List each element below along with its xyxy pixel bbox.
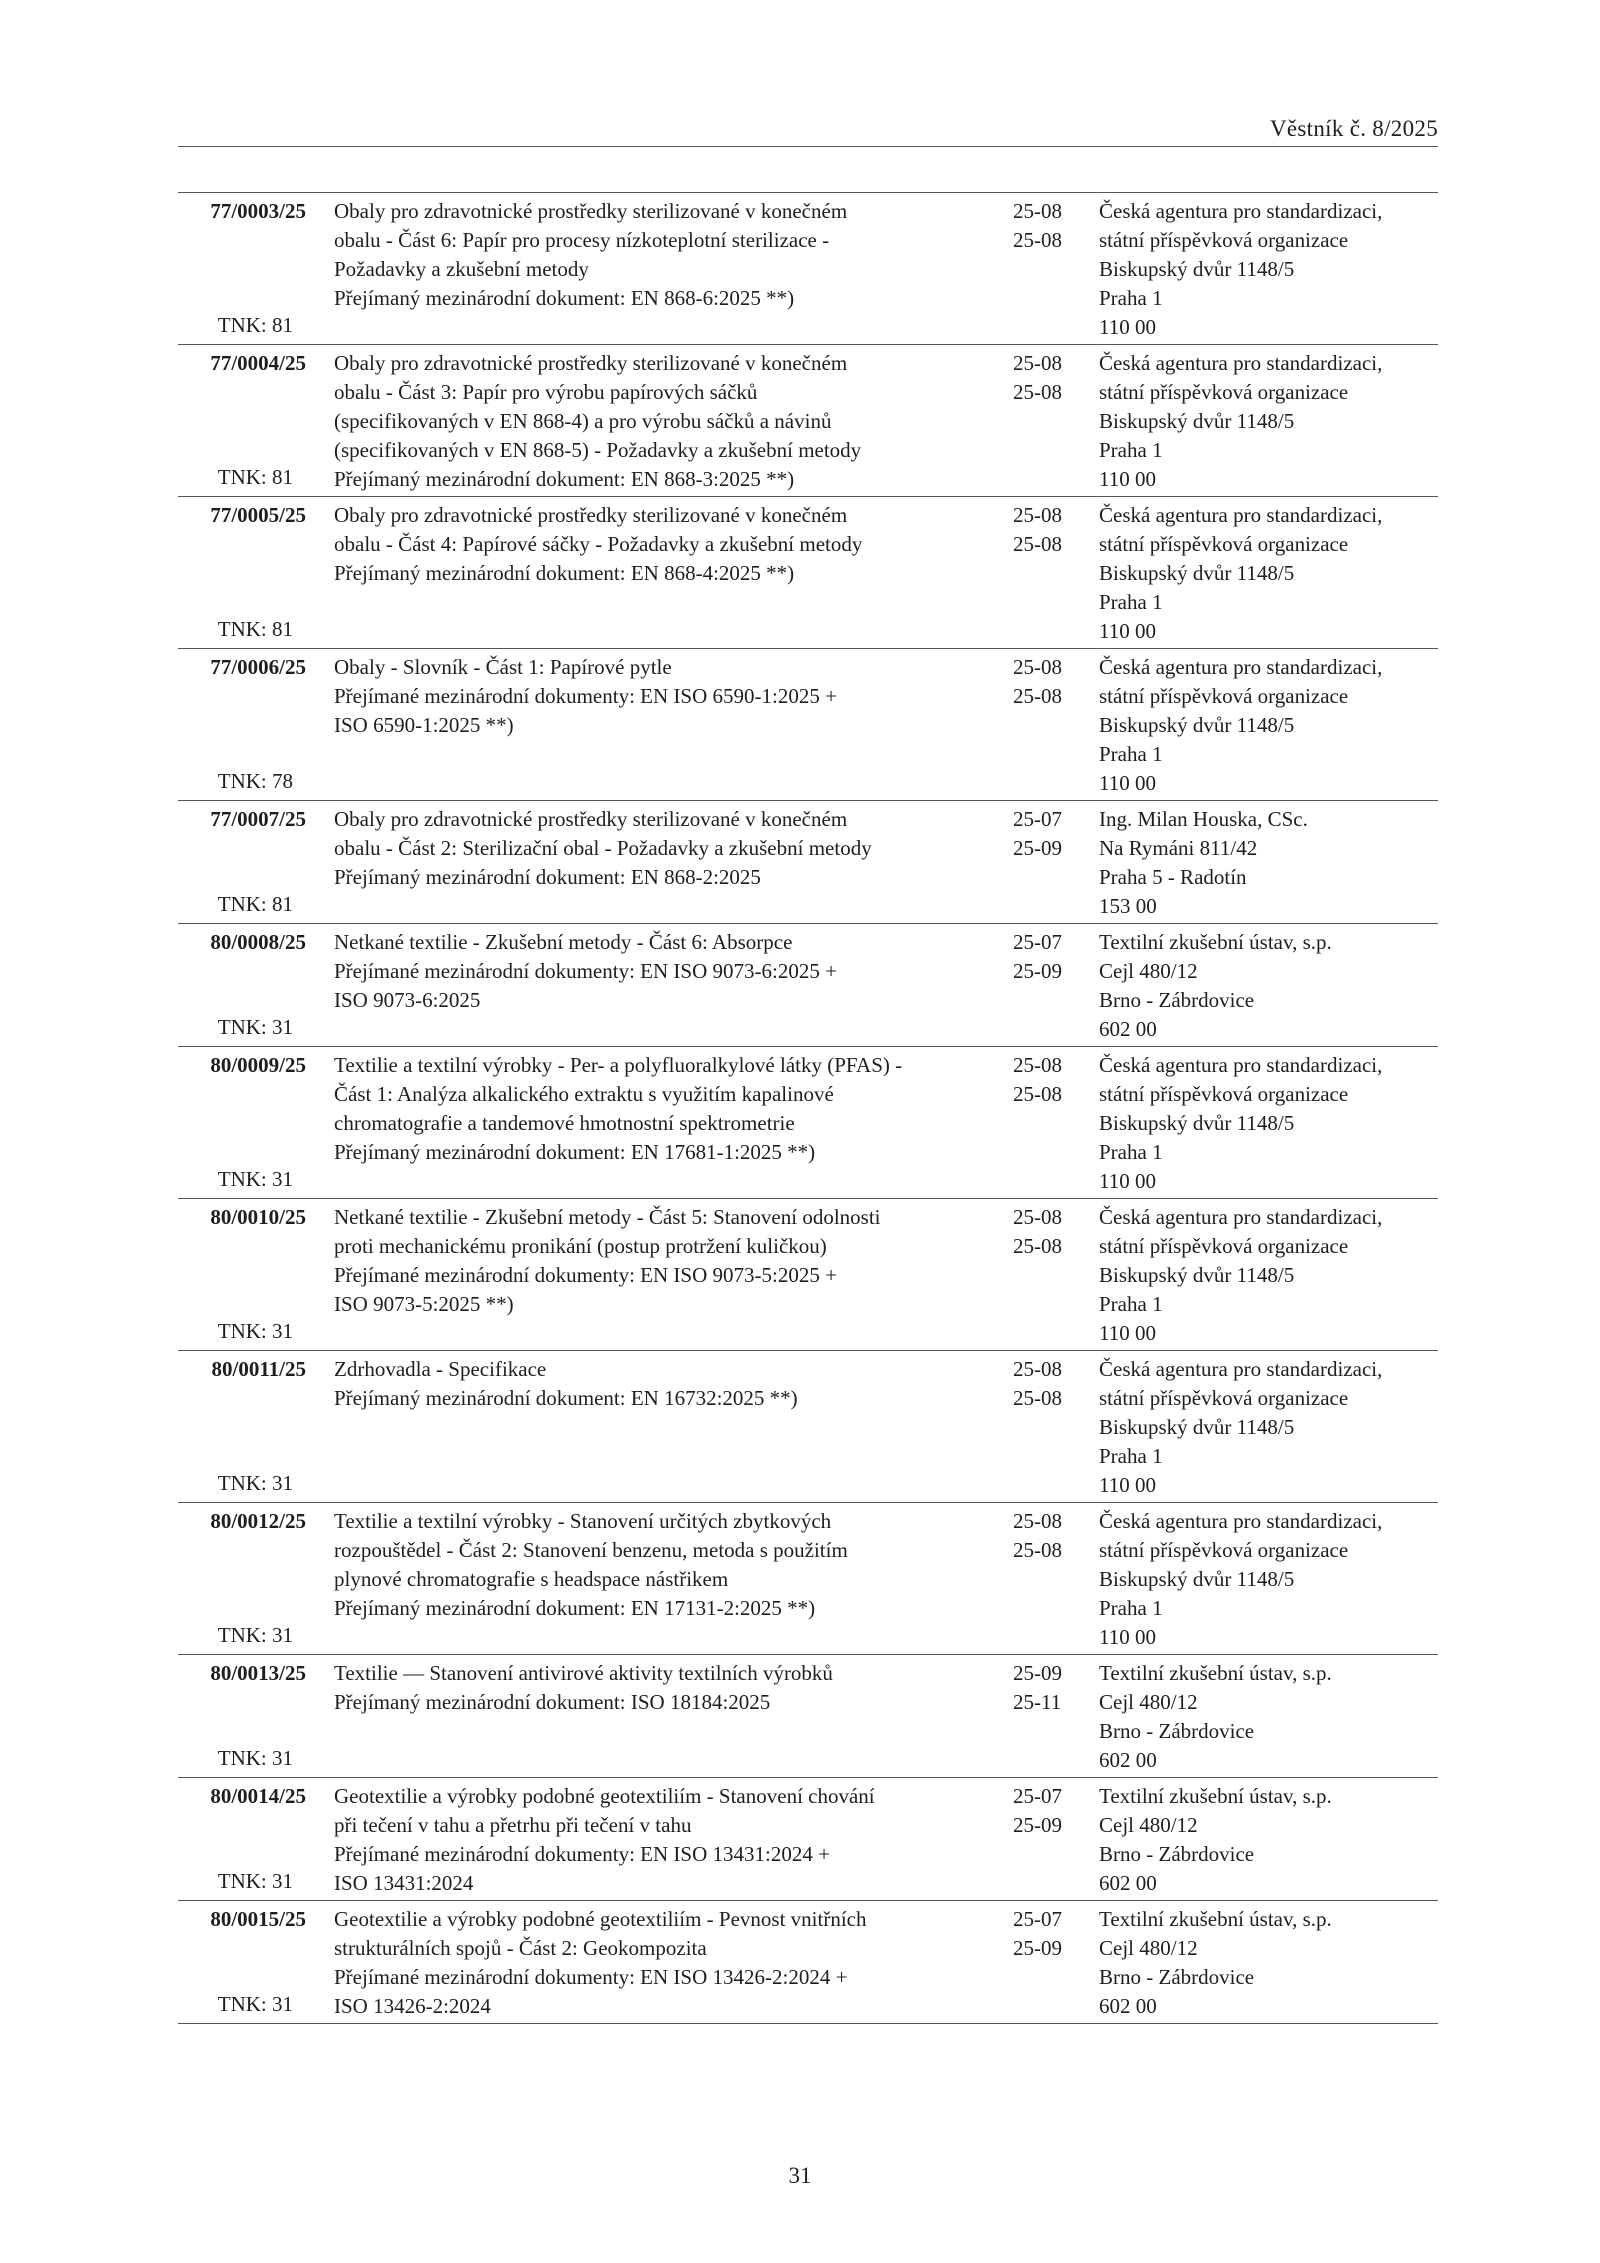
entry-date: 25-08 bbox=[1013, 1538, 1062, 1562]
entry-title bbox=[334, 501, 974, 588]
entry-tnk: TNK: 31 bbox=[217, 1471, 293, 1495]
list-item bbox=[178, 193, 1438, 345]
entry-date: 25-07 bbox=[1013, 930, 1062, 954]
entry-address-line: státní příspěvková organizace bbox=[1099, 1538, 1349, 1562]
entry-title-line: (specifikovaných v EN 868-4) a pro výrobu sáčků a návinů bbox=[334, 409, 832, 433]
entry-address-line: Biskupský dvůr 1148/5 bbox=[1099, 1567, 1295, 1591]
entry-title-line: Část 1: Analýza alkalického extraktu s využitím kapalinové bbox=[334, 1082, 834, 1106]
entry-dates bbox=[1013, 928, 1088, 986]
entry-address-line: státní příspěvková organizace bbox=[1099, 684, 1349, 708]
entry-tnk: TNK: 81 bbox=[217, 465, 293, 489]
entry-number: 80/0011/25 bbox=[211, 1357, 306, 1381]
entry-address-line: 110 00 bbox=[1099, 315, 1156, 339]
entry-address-line: 602 00 bbox=[1099, 1748, 1157, 1772]
entry-title bbox=[334, 1051, 974, 1167]
entry-date: 25-07 bbox=[1013, 1784, 1062, 1808]
entry-title-line: Obaly pro zdravotnické prostředky sterilizované v konečném bbox=[334, 351, 848, 375]
entry-dates bbox=[1013, 197, 1088, 255]
entry-dates bbox=[1013, 349, 1088, 407]
entry-number: 80/0010/25 bbox=[210, 1205, 306, 1229]
entry-date: 25-08 bbox=[1013, 1357, 1062, 1381]
entry-title-line: ISO 6590-1:2025 **) bbox=[334, 713, 514, 737]
entry-dates bbox=[1013, 1355, 1088, 1413]
entry-address-line: Biskupský dvůr 1148/5 bbox=[1099, 1111, 1295, 1135]
entry-title-line: Přejímaný mezinárodní dokument: EN 17681-1:2025 **) bbox=[334, 1140, 816, 1164]
entry-tnk: TNK: 31 bbox=[217, 1167, 293, 1191]
entry-address-line: 602 00 bbox=[1099, 1994, 1157, 2018]
journal-title: Věstník č. 8/2025 bbox=[1270, 116, 1438, 141]
entry-title-line: Přejímaný mezinárodní dokument: EN 868-2:2025 bbox=[334, 865, 761, 889]
entry-address-line: 110 00 bbox=[1099, 619, 1156, 643]
entry-date: 25-08 bbox=[1013, 532, 1062, 556]
entry-title-line: chromatografie a tandemové hmotnostní spektrometrie bbox=[334, 1111, 795, 1135]
entry-date: 25-08 bbox=[1013, 1205, 1062, 1229]
entry-address-line: Cejl 480/12 bbox=[1099, 1813, 1198, 1837]
list-item bbox=[178, 924, 1438, 1047]
entry-dates bbox=[1013, 1203, 1088, 1261]
entry-address bbox=[1099, 1203, 1439, 1348]
entry-address-line: Textilní zkušební ústav, s.p. bbox=[1099, 1784, 1332, 1808]
entry-title-line: (specifikovaných v EN 868-5) - Požadavky a zkušební metody bbox=[334, 438, 862, 462]
entry-title-line: obalu - Část 4: Papírové sáčky - Požadavky a zkušební metody bbox=[334, 532, 863, 556]
entry-date: 25-11 bbox=[1013, 1690, 1062, 1714]
entry-address-line: Textilní zkušební ústav, s.p. bbox=[1099, 930, 1332, 954]
standards-list bbox=[178, 192, 1438, 2024]
entry-address-line: Praha 1 bbox=[1099, 1596, 1163, 1620]
entry-date: 25-08 bbox=[1013, 1082, 1062, 1106]
entry-tnk: TNK: 81 bbox=[217, 892, 293, 916]
entry-title-line: Netkané textilie - Zkušební metody - Část 5: Stanovení odolnosti bbox=[334, 1205, 881, 1229]
entry-title-line: Textilie a textilní výrobky - Per- a polyfluoralkylové látky (PFAS) - bbox=[334, 1053, 903, 1077]
entry-title-line: ISO 13431:2024 bbox=[334, 1871, 474, 1895]
entry-title-line: Netkané textilie - Zkušební metody - Část 6: Absorpce bbox=[334, 930, 793, 954]
entry-tnk: TNK: 31 bbox=[217, 1319, 293, 1343]
entry-title-line: Přejímaný mezinárodní dokument: ISO 18184:2025 bbox=[334, 1690, 771, 1714]
entry-date: 25-08 bbox=[1013, 503, 1062, 527]
entry-address bbox=[1099, 928, 1439, 1044]
entry-title-line: ISO 9073-5:2025 **) bbox=[334, 1292, 514, 1316]
entry-title-line: při tečení v tahu a přetrhu při tečení v tahu bbox=[334, 1813, 692, 1837]
entry-title bbox=[334, 653, 974, 740]
entry-title-line: Obaly pro zdravotnické prostředky sterilizované v konečném bbox=[334, 503, 848, 527]
entry-address-line: 110 00 bbox=[1099, 1625, 1156, 1649]
list-item bbox=[178, 1901, 1438, 2024]
entry-address-line: 110 00 bbox=[1099, 467, 1156, 491]
entry-date: 25-09 bbox=[1013, 1936, 1062, 1960]
list-item bbox=[178, 345, 1438, 497]
entry-date: 25-08 bbox=[1013, 1053, 1062, 1077]
entry-address-line: Praha 1 bbox=[1099, 1444, 1163, 1468]
entry-address-line: Biskupský dvůr 1148/5 bbox=[1099, 1415, 1295, 1439]
entry-address-line: Brno - Zábrdovice bbox=[1099, 1719, 1255, 1743]
entry-address bbox=[1099, 501, 1439, 646]
entry-dates bbox=[1013, 1051, 1088, 1109]
entry-dates bbox=[1013, 501, 1088, 559]
entry-title bbox=[334, 197, 974, 313]
entry-date: 25-08 bbox=[1013, 1509, 1062, 1533]
entry-date: 25-09 bbox=[1013, 1813, 1062, 1837]
entry-date: 25-07 bbox=[1013, 807, 1062, 831]
entry-address-line: Česká agentura pro standardizaci, bbox=[1099, 199, 1383, 223]
entry-address-line: Ing. Milan Houska, CSc. bbox=[1099, 807, 1308, 831]
entry-dates bbox=[1013, 1782, 1088, 1840]
entry-number: 80/0008/25 bbox=[210, 930, 306, 954]
entry-address-line: státní příspěvková organizace bbox=[1099, 228, 1349, 252]
list-item bbox=[178, 497, 1438, 649]
entry-number: 77/0005/25 bbox=[210, 503, 306, 527]
entry-address bbox=[1099, 1507, 1439, 1652]
entry-address-line: Na Rymáni 811/42 bbox=[1099, 836, 1258, 860]
entry-address-line: Biskupský dvůr 1148/5 bbox=[1099, 1263, 1295, 1287]
entry-address-line: Česká agentura pro standardizaci, bbox=[1099, 655, 1383, 679]
entry-tnk: TNK: 78 bbox=[217, 769, 293, 793]
entry-address bbox=[1099, 1051, 1439, 1196]
list-item bbox=[178, 801, 1438, 924]
entry-address-line: Česká agentura pro standardizaci, bbox=[1099, 503, 1383, 527]
entry-title-line: Textilie — Stanovení antivirové aktivity textilních výrobků bbox=[334, 1661, 833, 1685]
entry-title bbox=[334, 1203, 974, 1319]
entry-title-line: Přejímaný mezinárodní dokument: EN 17131-2:2025 **) bbox=[334, 1596, 816, 1620]
entry-address-line: Brno - Zábrdovice bbox=[1099, 988, 1255, 1012]
entry-address-line: Praha 1 bbox=[1099, 286, 1163, 310]
entry-title-line: Geotextilie a výrobky podobné geotextiliím - Pevnost vnitřních bbox=[334, 1907, 867, 1931]
entry-dates bbox=[1013, 1507, 1088, 1565]
entry-date: 25-09 bbox=[1013, 836, 1062, 860]
entry-number: 77/0007/25 bbox=[210, 807, 306, 831]
entry-number: 80/0015/25 bbox=[210, 1907, 306, 1931]
entry-number: 77/0004/25 bbox=[210, 351, 306, 375]
entry-address-line: Praha 1 bbox=[1099, 1140, 1163, 1164]
entry-title-line: Zdrhovadla - Specifikace bbox=[334, 1357, 547, 1381]
entry-address-line: Česká agentura pro standardizaci, bbox=[1099, 1509, 1383, 1533]
entry-address-line: Praha 1 bbox=[1099, 438, 1163, 462]
list-item bbox=[178, 1199, 1438, 1351]
entry-title bbox=[334, 1355, 974, 1413]
entry-title-line: Přejímané mezinárodní dokumenty: EN ISO 9073-5:2025 + bbox=[334, 1263, 837, 1287]
entry-address bbox=[1099, 805, 1439, 921]
entry-number: 80/0013/25 bbox=[210, 1661, 306, 1685]
entry-address-line: Biskupský dvůr 1148/5 bbox=[1099, 409, 1295, 433]
entry-title-line: obalu - Část 3: Papír pro výrobu papírových sáčků bbox=[334, 380, 758, 404]
entry-address bbox=[1099, 653, 1439, 798]
entry-title-line: Obaly - Slovník - Část 1: Papírové pytle bbox=[334, 655, 672, 679]
entry-tnk: TNK: 31 bbox=[217, 1015, 293, 1039]
entry-address-line: státní příspěvková organizace bbox=[1099, 1082, 1349, 1106]
entry-address-line: 110 00 bbox=[1099, 1473, 1156, 1497]
entry-address-line: Praha 5 - Radotín bbox=[1099, 865, 1247, 889]
entry-date: 25-08 bbox=[1013, 1234, 1062, 1258]
entry-address-line: Česká agentura pro standardizaci, bbox=[1099, 1053, 1383, 1077]
entry-address-line: 110 00 bbox=[1099, 1321, 1156, 1345]
entry-address-line: státní příspěvková organizace bbox=[1099, 532, 1349, 556]
entry-title-line: proti mechanickému pronikání (postup protržení kuličkou) bbox=[334, 1234, 827, 1258]
entry-address-line: Cejl 480/12 bbox=[1099, 1690, 1198, 1714]
entry-title-line: Přejímané mezinárodní dokumenty: EN ISO 13426-2:2024 + bbox=[334, 1965, 848, 1989]
entry-number: 77/0003/25 bbox=[210, 199, 306, 223]
entry-title bbox=[334, 1659, 974, 1717]
entry-title-line: Přejímaný mezinárodní dokument: EN 868-6:2025 **) bbox=[334, 286, 795, 310]
entry-title-line: plynové chromatografie s headspace nástřikem bbox=[334, 1567, 729, 1591]
entry-date: 25-08 bbox=[1013, 380, 1062, 404]
entry-address-line: Česká agentura pro standardizaci, bbox=[1099, 1357, 1383, 1381]
entry-address bbox=[1099, 197, 1439, 342]
entry-address-line: 110 00 bbox=[1099, 771, 1156, 795]
entry-address-line: 602 00 bbox=[1099, 1871, 1157, 1895]
entry-dates bbox=[1013, 1905, 1088, 1963]
entry-tnk: TNK: 31 bbox=[217, 1623, 293, 1647]
entry-address bbox=[1099, 1782, 1439, 1898]
list-item bbox=[178, 1655, 1438, 1778]
entry-address-line: státní příspěvková organizace bbox=[1099, 380, 1349, 404]
entry-address-line: Textilní zkušební ústav, s.p. bbox=[1099, 1661, 1332, 1685]
list-item bbox=[178, 1351, 1438, 1503]
entry-number: 80/0014/25 bbox=[210, 1784, 306, 1808]
entry-date: 25-08 bbox=[1013, 655, 1062, 679]
entry-title bbox=[334, 805, 974, 892]
entry-title-line: obalu - Část 6: Papír pro procesy nízkoteplotní sterilizace - bbox=[334, 228, 830, 252]
entry-title-line: rozpouštědel - Část 2: Stanovení benzenu, metoda s použitím bbox=[334, 1538, 848, 1562]
entry-title-line: Obaly pro zdravotnické prostředky sterilizované v konečném bbox=[334, 807, 848, 831]
entry-address-line: státní příspěvková organizace bbox=[1099, 1234, 1349, 1258]
entry-number: 77/0006/25 bbox=[210, 655, 306, 679]
entry-date: 25-07 bbox=[1013, 1907, 1062, 1931]
entry-tnk: TNK: 31 bbox=[217, 1992, 293, 2016]
entry-address-line: Cejl 480/12 bbox=[1099, 1936, 1198, 1960]
entry-title-line: Přejímané mezinárodní dokumenty: EN ISO 9073-6:2025 + bbox=[334, 959, 837, 983]
page-header bbox=[178, 112, 1438, 147]
entry-address bbox=[1099, 1659, 1439, 1775]
entry-address-line: 153 00 bbox=[1099, 894, 1157, 918]
list-item bbox=[178, 649, 1438, 801]
entry-title bbox=[334, 928, 974, 1015]
entry-date: 25-08 bbox=[1013, 351, 1062, 375]
list-item bbox=[178, 1778, 1438, 1901]
entry-title bbox=[334, 1507, 974, 1623]
entry-address-line: Textilní zkušební ústav, s.p. bbox=[1099, 1907, 1332, 1931]
entry-address-line: Praha 1 bbox=[1099, 1292, 1163, 1316]
entry-address-line: Biskupský dvůr 1148/5 bbox=[1099, 257, 1295, 281]
entry-tnk: TNK: 81 bbox=[217, 313, 293, 337]
entry-tnk: TNK: 81 bbox=[217, 617, 293, 641]
entry-title-line: Přejímaný mezinárodní dokument: EN 868-4:2025 **) bbox=[334, 561, 795, 585]
entry-date: 25-08 bbox=[1013, 684, 1062, 708]
entry-address-line: Česká agentura pro standardizaci, bbox=[1099, 1205, 1383, 1229]
entry-address-line: státní příspěvková organizace bbox=[1099, 1386, 1349, 1410]
entry-date: 25-09 bbox=[1013, 1661, 1062, 1685]
entry-address-line: Brno - Zábrdovice bbox=[1099, 1842, 1255, 1866]
entry-tnk: TNK: 31 bbox=[217, 1869, 293, 1893]
entry-title-line: obalu - Část 2: Sterilizační obal - Požadavky a zkušební metody bbox=[334, 836, 872, 860]
entry-address-line: Brno - Zábrdovice bbox=[1099, 1965, 1255, 1989]
entry-date: 25-08 bbox=[1013, 228, 1062, 252]
entry-title-line: Přejímané mezinárodní dokumenty: EN ISO 6590-1:2025 + bbox=[334, 684, 837, 708]
entry-title bbox=[334, 1782, 974, 1898]
entry-title-line: ISO 13426-2:2024 bbox=[334, 1994, 491, 2018]
entry-address bbox=[1099, 349, 1439, 494]
entry-address-line: 110 00 bbox=[1099, 1169, 1156, 1193]
entry-number: 80/0012/25 bbox=[210, 1509, 306, 1533]
entry-title-line: Geotextilie a výrobky podobné geotextiliím - Stanovení chování bbox=[334, 1784, 875, 1808]
entry-address-line: Cejl 480/12 bbox=[1099, 959, 1198, 983]
entry-address-line: Česká agentura pro standardizaci, bbox=[1099, 351, 1383, 375]
list-item bbox=[178, 1503, 1438, 1655]
entry-address-line: Praha 1 bbox=[1099, 742, 1163, 766]
entry-tnk: TNK: 31 bbox=[217, 1746, 293, 1770]
entry-number: 80/0009/25 bbox=[210, 1053, 306, 1077]
entry-address-line: Biskupský dvůr 1148/5 bbox=[1099, 713, 1295, 737]
entry-date: 25-08 bbox=[1013, 1386, 1062, 1410]
entry-title-line: Přejímaný mezinárodní dokument: EN 868-3:2025 **) bbox=[334, 467, 795, 491]
entry-title-line: Požadavky a zkušební metody bbox=[334, 257, 589, 281]
entry-dates bbox=[1013, 653, 1088, 711]
entry-date: 25-09 bbox=[1013, 959, 1062, 983]
entry-title-line: strukturálních spojů - Část 2: Geokompozita bbox=[334, 1936, 707, 1960]
entry-address-line: Praha 1 bbox=[1099, 590, 1163, 614]
list-item bbox=[178, 1047, 1438, 1199]
entry-title-line: Přejímaný mezinárodní dokument: EN 16732:2025 **) bbox=[334, 1386, 798, 1410]
entry-address-line: 602 00 bbox=[1099, 1017, 1157, 1041]
entry-date: 25-08 bbox=[1013, 199, 1062, 223]
entry-title-line: Textilie a textilní výrobky - Stanovení určitých zbytkových bbox=[334, 1509, 832, 1533]
entry-dates bbox=[1013, 805, 1088, 863]
entry-title-line: Přejímané mezinárodní dokumenty: EN ISO 13431:2024 + bbox=[334, 1842, 830, 1866]
entry-dates bbox=[1013, 1659, 1088, 1717]
entry-address bbox=[1099, 1355, 1439, 1500]
entry-title bbox=[334, 349, 974, 494]
entry-title-line: ISO 9073-6:2025 bbox=[334, 988, 481, 1012]
entry-title bbox=[334, 1905, 974, 2021]
page-number: 31 bbox=[788, 2163, 812, 2188]
entry-address-line: Biskupský dvůr 1148/5 bbox=[1099, 561, 1295, 585]
entry-address bbox=[1099, 1905, 1439, 2021]
entry-title-line: Obaly pro zdravotnické prostředky sterilizované v konečném bbox=[334, 199, 848, 223]
